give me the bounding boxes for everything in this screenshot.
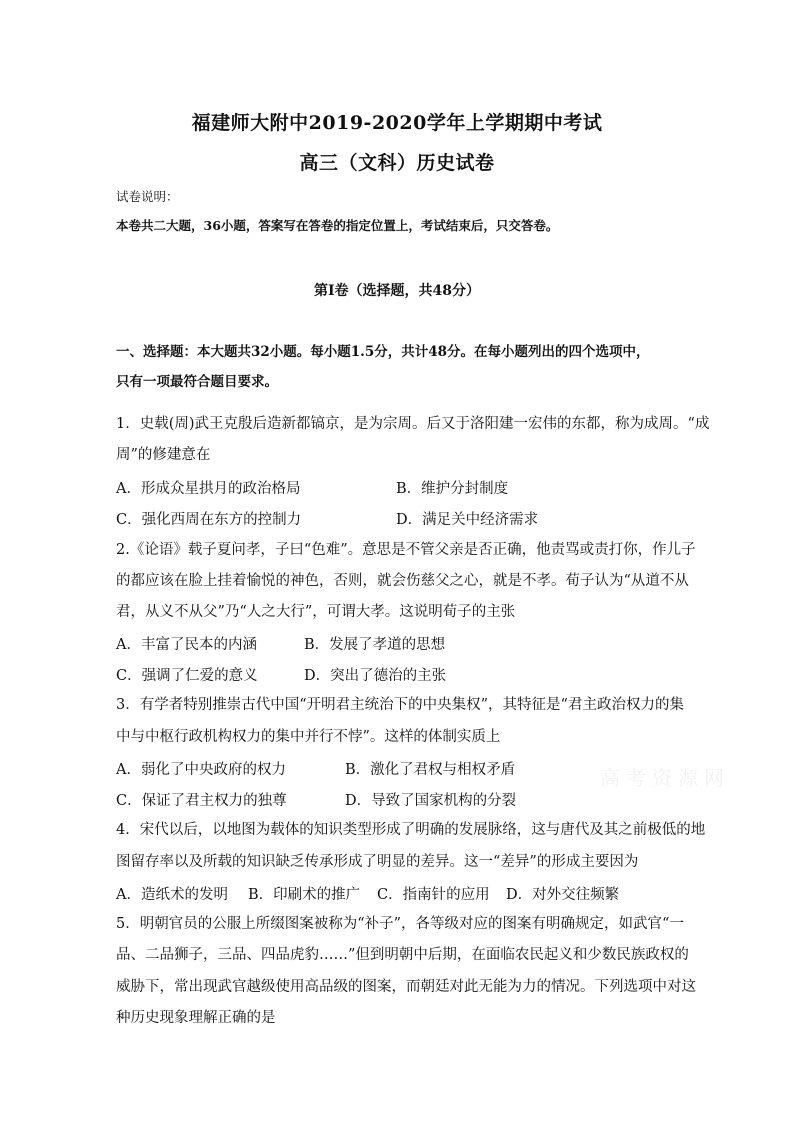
question-1-option-d: D．满足关中经济需求 (396, 512, 539, 528)
question-2-line-3: 君，从义不从父”乃“人之大行”，可谓大孝。这说明荀子的主张 (116, 604, 516, 620)
question-4-option-c: C．指南针的应用 (377, 887, 490, 903)
question-4-line-1: 4．宋代以后，以地图为载体的知识类型形成了明确的发展脉络，这与唐代及其之前极低的地 (116, 822, 706, 838)
question-1-option-c: C．强化西周在东方的控制力 (116, 512, 302, 528)
exam-title: 福建师大附中2019-2020学年上学期期中考试 (191, 112, 603, 134)
question-2-option-c: C．强调了仁爱的意义 (116, 668, 258, 684)
exam-subtitle: 高三（文科）历史试卷 (299, 152, 495, 174)
question-4-option-b: B．印刷术的推广 (248, 887, 361, 903)
section-title: 第Ⅰ卷（选择题，共48分） (313, 283, 481, 299)
instructions-label: 试卷说明： (116, 189, 179, 204)
question-5-line-1: 5．明朝官员的公服上所缀图案被称为“补子”，各等级对应的图案有明确规定，如武官“一 (116, 916, 684, 932)
instructions-text: 本卷共二大题，36小题，答案写在答卷的指定位置上，考试结束后，只交答卷。 (116, 218, 559, 233)
question-2-option-a: A．丰富了民本的内涵 (116, 637, 257, 653)
question-1-line-1: 1．史载(周)武王克殷后造新都镐京，是为宗周。后又于洛阳建一宏伟的东都，称为成周。“成 (116, 416, 710, 432)
question-3-option-a: A．弱化了中央政府的权力 (116, 762, 286, 778)
watermark: 高考资源网 (600, 766, 730, 790)
question-2-line-2: 的都应该在脸上挂着愉悦的神色，否则，就会伤慈父之心，就是不孝。荀子认为“从道不从 (116, 573, 689, 589)
question-3-option-b: B．激化了君权与相权矛盾 (345, 762, 516, 778)
question-3-line-1: 3．有学者特别推崇古代中国“开明君主统治下的中央集权”，其特征是“君主政治权力的集 (116, 697, 684, 713)
question-1-option-a: A．形成众星拱月的政治格局 (116, 481, 301, 497)
question-2-option-b: B．发展了孝道的思想 (304, 637, 446, 653)
question-3-line-2: 中与中枢行政机构权力的集中并行不悖”。这样的体制实质上 (116, 729, 501, 745)
question-1-option-b: B．维护分封制度 (396, 481, 509, 497)
section-heading-line-1: 一、选择题：本大题共32小题。每小题1.5分，共计48分。在每小题列出的四个选项中， (116, 344, 650, 360)
question-4-option-a: A．造纸术的发明 (116, 887, 228, 903)
question-3-option-c: C．保证了君主权力的独尊 (116, 793, 287, 809)
question-2-option-d: D．突出了德治的主张 (304, 668, 447, 684)
section-heading-line-2: 只有一项最符合题目要求。 (116, 374, 278, 390)
question-4-option-d: D．对外交往频繁 (506, 887, 620, 903)
question-4-line-2: 图留存率以及所载的知识缺乏传承形成了明显的差异。这一“差异”的形成主要因为 (116, 854, 639, 870)
question-5-line-3: 威胁下，常出现武官越级使用高品级的图案，而朝廷对此无能为力的情况。下列选项中对这 (116, 979, 696, 995)
question-3-option-d: D．导致了国家机构的分裂 (345, 793, 517, 809)
question-5-line-2: 品、二品狮子，三品、四品虎豹……”但到明朝中后期，在面临农民起义和少数民族政权的 (116, 947, 689, 963)
question-5-line-4: 种历史现象理解正确的是 (116, 1010, 276, 1026)
question-1-line-2: 周”的修建意在 (116, 447, 211, 463)
question-2-line-1: 2.《论语》载子夏问孝，子曰“色难”。意思是不管父亲是否正确，他责骂或责打你，作儿子 (116, 542, 696, 558)
